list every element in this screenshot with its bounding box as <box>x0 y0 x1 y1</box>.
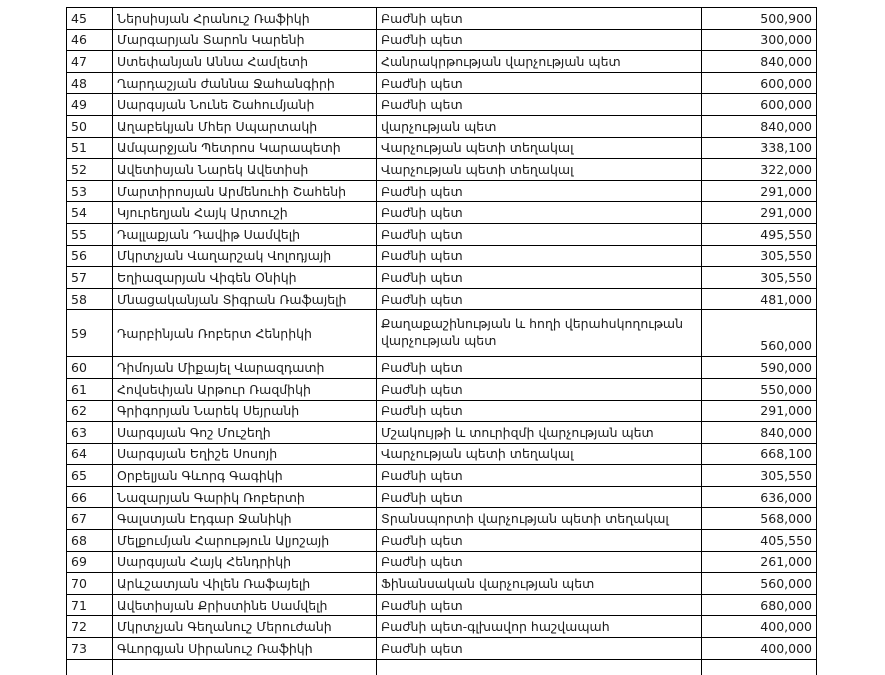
position-cell: Բաժնի պետ-գլխավոր հաշվապահ <box>377 616 702 638</box>
table-row <box>67 115 817 137</box>
employee-name-cell: Դարբինյան Ռոբերտ Հենրիկի <box>113 310 377 357</box>
table-row <box>67 29 817 51</box>
amount-cell: 840,000 <box>702 422 817 444</box>
row-number-cell: 71 <box>67 594 113 616</box>
position-cell: Տրանսպորտի վարչության պետի տեղակալ <box>377 508 702 530</box>
amount-cell: 481,000 <box>702 288 817 310</box>
table-row <box>67 465 817 487</box>
row-number-cell: 58 <box>67 288 113 310</box>
position-cell: Բաժնի պետ <box>377 465 702 487</box>
table-row <box>67 400 817 422</box>
position-cell: Վարչության պետի տեղակալ <box>377 443 702 465</box>
amount-cell: 500,900 <box>702 8 817 30</box>
row-number-cell: 61 <box>67 378 113 400</box>
amount-cell: 590,000 <box>702 357 817 379</box>
position-cell: Բաժնի պետ <box>377 223 702 245</box>
row-number-cell: 46 <box>67 29 113 51</box>
table-row <box>67 51 817 73</box>
amount-cell: 400,000 <box>702 616 817 638</box>
row-number-cell: 67 <box>67 508 113 530</box>
employee-name-cell: Ամպարջյան Պետրոս Կարապետի <box>113 137 377 159</box>
table-row <box>67 357 817 379</box>
position-cell: Բաժնի պետ <box>377 594 702 616</box>
row-number-cell: 72 <box>67 616 113 638</box>
table-row <box>67 202 817 224</box>
amount-cell: 291,000 <box>702 180 817 202</box>
table-row <box>67 245 817 267</box>
amount-cell: 840,000 <box>702 115 817 137</box>
row-number-cell: 50 <box>67 115 113 137</box>
table-row <box>67 223 817 245</box>
employee-name-cell: Եղիազարյան Վիգեն Օնիկի <box>113 267 377 289</box>
position-cell: Մշակույթի և տուրիզմի վարչության պետ <box>377 422 702 444</box>
position-cell: Բաժնի պետ <box>377 8 702 30</box>
position-cell: Հանրակրթության վարչության պետ <box>377 51 702 73</box>
table-row <box>67 267 817 289</box>
employee-name-cell: Ստեփանյան Աննա Համլետի <box>113 51 377 73</box>
employee-name-cell: Մարտիրոսյան Արմենուհի Շահենի <box>113 180 377 202</box>
position-cell: վարչության պետ <box>377 115 702 137</box>
row-number-cell: 60 <box>67 357 113 379</box>
amount-cell: 600,000 <box>702 72 817 94</box>
row-number-cell: 48 <box>67 72 113 94</box>
row-number-cell: 65 <box>67 465 113 487</box>
employee-name-cell: Մնացականյան Տիգրան Ռաֆայելի <box>113 288 377 310</box>
amount-cell: 305,550 <box>702 465 817 487</box>
table-row <box>67 310 817 357</box>
amount-cell: 600,000 <box>702 94 817 116</box>
employee-name-cell: Դալլաքյան Դավիթ Սամվելի <box>113 223 377 245</box>
row-number-cell: 56 <box>67 245 113 267</box>
amount-cell: 338,100 <box>702 137 817 159</box>
position-cell: Բաժնի պետ <box>377 72 702 94</box>
row-number-cell: 62 <box>67 400 113 422</box>
row-number-cell: 57 <box>67 267 113 289</box>
employee-name-cell: Գևորգյան Սիրանուշ Ռաֆիկի <box>113 638 377 660</box>
table-row <box>67 422 817 444</box>
table-row <box>67 551 817 573</box>
position-cell: Բաժնի պետ <box>377 29 702 51</box>
employee-name-cell: Ներսիսյան Հրանուշ Ռաֆիկի <box>113 8 377 30</box>
table-row <box>67 530 817 552</box>
table-row <box>67 443 817 465</box>
amount-cell: 560,000 <box>702 310 817 357</box>
employee-name-cell: Ավետիսյան Քրիստինե Սամվելի <box>113 594 377 616</box>
row-number-cell: 51 <box>67 137 113 159</box>
row-number-cell: 64 <box>67 443 113 465</box>
table-row <box>67 180 817 202</box>
employee-name-cell: Նազարյան Գարիկ Ռոբերտի <box>113 486 377 508</box>
employee-name-cell: Կյուրեղյան Հայկ Արտուշի <box>113 202 377 224</box>
table-row <box>67 573 817 595</box>
table-row <box>67 72 817 94</box>
salary-table-body <box>67 8 817 675</box>
table-row <box>67 508 817 530</box>
table-row <box>67 486 817 508</box>
position-cell: Բաժնի պետ <box>377 94 702 116</box>
position-cell: Բաժնի պետ <box>377 638 702 660</box>
employee-name-cell: Հովսեփյան Արթուր Ռազմիկի <box>113 378 377 400</box>
amount-cell: 550,000 <box>702 378 817 400</box>
employee-name-cell: Սարգսյան Նունե Շահումյանի <box>113 94 377 116</box>
amount-cell: 322,000 <box>702 159 817 181</box>
row-number-cell: 49 <box>67 94 113 116</box>
table-row <box>67 8 817 30</box>
employee-name-cell: Մկրտչյան Վաղարշակ Վոլոդյայի <box>113 245 377 267</box>
amount-cell: 840,000 <box>702 51 817 73</box>
amount-cell: 568,000 <box>702 508 817 530</box>
table-row <box>67 378 817 400</box>
employee-name-cell: Ղարդաշյան ժաննա Ջահանգիրի <box>113 72 377 94</box>
position-cell: Վարչության պետի տեղակալ <box>377 159 702 181</box>
row-number-cell: 63 <box>67 422 113 444</box>
position-cell: Բաժնի պետ <box>377 288 702 310</box>
employee-name-cell: Սարգսյան Գոշ Մուշեղի <box>113 422 377 444</box>
position-cell: Բաժնի պետ <box>377 486 702 508</box>
amount-cell: 668,100 <box>702 443 817 465</box>
position-cell <box>377 659 702 675</box>
amount-cell <box>702 659 817 675</box>
employee-name-cell: Ավետիսյան Նարեկ Ավետիսի <box>113 159 377 181</box>
position-cell: Քաղաքաշինության և հողի վերահսկողութան վարչության պետ <box>377 310 702 357</box>
employee-name-cell: Դիմոյան Միքայել Վարազդատի <box>113 357 377 379</box>
row-number-cell: 53 <box>67 180 113 202</box>
position-cell: Բաժնի պետ <box>377 245 702 267</box>
employee-name-cell: Մելքումյան Հարություն Ալյոշայի <box>113 530 377 552</box>
employee-name-cell: Մարգարյան Տարոն Կարենի <box>113 29 377 51</box>
amount-cell: 300,000 <box>702 29 817 51</box>
employee-name-cell: Սարգսյան Եղիշե Սոսոյի <box>113 443 377 465</box>
table-row <box>67 616 817 638</box>
row-number-cell: 70 <box>67 573 113 595</box>
salary-table <box>66 7 817 675</box>
position-cell: Բաժնի պետ <box>377 180 702 202</box>
position-cell: Բաժնի պետ <box>377 357 702 379</box>
position-cell: Ֆինանսական վարչության պետ <box>377 573 702 595</box>
employee-name-cell: Արևշատյան Վիլեն Ռաֆայելի <box>113 573 377 595</box>
employee-name-cell: Օրբելյան Գևորգ Գագիկի <box>113 465 377 487</box>
position-cell: Բաժնի պետ <box>377 378 702 400</box>
position-cell: Վարչության պետի տեղակալ <box>377 137 702 159</box>
table-row <box>67 94 817 116</box>
row-number-cell: 47 <box>67 51 113 73</box>
position-cell: Բաժնի պետ <box>377 551 702 573</box>
amount-cell: 305,550 <box>702 245 817 267</box>
amount-cell: 680,000 <box>702 594 817 616</box>
amount-cell: 495,550 <box>702 223 817 245</box>
amount-cell: 291,000 <box>702 202 817 224</box>
row-number-cell: 73 <box>67 638 113 660</box>
row-number-cell: 52 <box>67 159 113 181</box>
amount-cell: 291,000 <box>702 400 817 422</box>
amount-cell: 636,000 <box>702 486 817 508</box>
row-number-cell <box>67 659 113 675</box>
employee-name-cell: Աղաբեկյան Մհեր Սպարտակի <box>113 115 377 137</box>
amount-cell: 560,000 <box>702 573 817 595</box>
position-cell: Բաժնի պետ <box>377 400 702 422</box>
table-row <box>67 159 817 181</box>
position-cell: Բաժնի պետ <box>377 530 702 552</box>
table-row <box>67 288 817 310</box>
employee-name-cell <box>113 659 377 675</box>
amount-cell: 400,000 <box>702 638 817 660</box>
employee-name-cell: Մկրտչյան Գեղանուշ Մերուժանի <box>113 616 377 638</box>
row-number-cell: 54 <box>67 202 113 224</box>
amount-cell: 261,000 <box>702 551 817 573</box>
amount-cell: 405,550 <box>702 530 817 552</box>
employee-name-cell: Սարգսյան Հայկ Հենդրիկի <box>113 551 377 573</box>
employee-name-cell: Գրիգորյան Նարեկ Սեյրանի <box>113 400 377 422</box>
row-number-cell: 68 <box>67 530 113 552</box>
row-number-cell: 45 <box>67 8 113 30</box>
amount-cell: 305,550 <box>702 267 817 289</box>
table-row <box>67 137 817 159</box>
row-number-cell: 55 <box>67 223 113 245</box>
table-row <box>67 638 817 660</box>
position-cell: Բաժնի պետ <box>377 267 702 289</box>
row-number-cell: 66 <box>67 486 113 508</box>
row-number-cell: 69 <box>67 551 113 573</box>
table-row <box>67 659 817 675</box>
position-cell: Բաժնի պետ <box>377 202 702 224</box>
employee-name-cell: Գալստյան Էդգար Ջանիկի <box>113 508 377 530</box>
table-row <box>67 594 817 616</box>
row-number-cell: 59 <box>67 310 113 357</box>
